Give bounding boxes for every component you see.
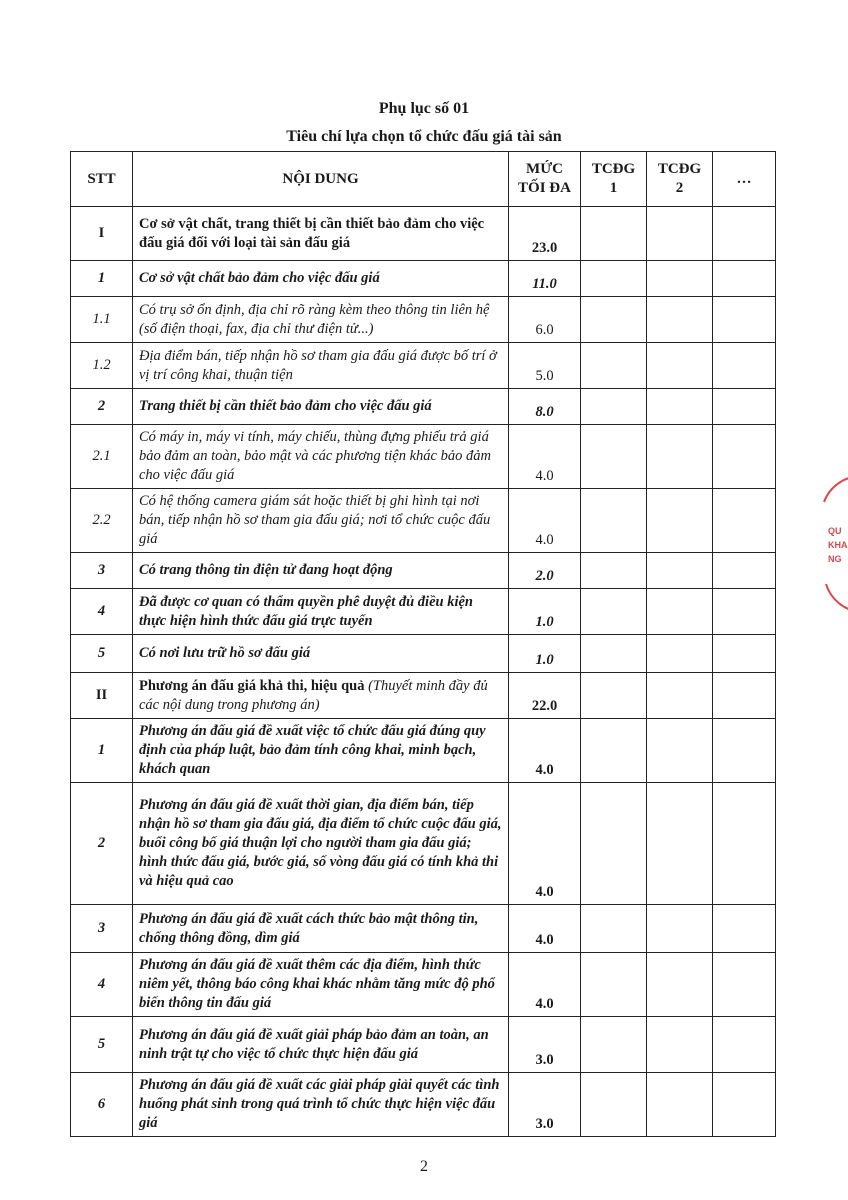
table-row xyxy=(71,553,776,589)
row-content-text: Phương án đấu giá đề xuất thêm các địa điểm, hình thức niêm yết, thông báo công khai khác nhằm tăng mức độ phổ biến thông tin đấu giá xyxy=(139,957,495,1011)
row-tcdg2-score xyxy=(647,953,713,1017)
row-tcdg1-score xyxy=(581,783,647,905)
stamp-text-1: QU xyxy=(828,526,842,536)
row-max-score: 4.0 xyxy=(509,905,581,953)
row-tcdg2-score xyxy=(647,553,713,589)
row-content xyxy=(133,343,509,389)
row-more-score xyxy=(713,343,776,389)
row-max-score: 4.0 xyxy=(509,719,581,783)
row-max-score: 4.0 xyxy=(509,425,581,489)
row-tcdg2-score xyxy=(647,673,713,719)
table-row xyxy=(71,783,776,905)
row-stt: 1.2 xyxy=(71,343,133,389)
criteria-table xyxy=(70,151,776,1137)
col-header-tcdg2: TCĐG 2 xyxy=(647,152,713,207)
row-more-score xyxy=(713,673,776,719)
row-content xyxy=(133,1073,509,1137)
row-max-score: 4.0 xyxy=(509,783,581,905)
row-tcdg1-score xyxy=(581,389,647,425)
row-content-text: Phương án đấu giá đề xuất các giải pháp giải quyết các tình huống phát sinh trong quá trình tổ chức thực hiện việc đấu giá xyxy=(139,1077,500,1131)
row-tcdg1-score xyxy=(581,425,647,489)
row-tcdg2-score xyxy=(647,207,713,261)
row-tcdg1-score xyxy=(581,635,647,673)
row-more-score xyxy=(713,389,776,425)
row-content-text: Có trang thông tin điện tử đang hoạt động xyxy=(139,562,393,578)
row-stt: 4 xyxy=(71,589,133,635)
row-tcdg2-score xyxy=(647,783,713,905)
row-content-note: (Thuyết minh đầy đủ các nội dung trong phương án) xyxy=(139,677,488,713)
table-row xyxy=(71,343,776,389)
col-header-tcdg1: TCĐG 1 xyxy=(581,152,647,207)
table-row xyxy=(71,953,776,1017)
row-tcdg2-score xyxy=(647,1017,713,1073)
row-tcdg1-score xyxy=(581,1073,647,1137)
row-tcdg1-score xyxy=(581,261,647,297)
row-stt: II xyxy=(71,673,133,719)
row-tcdg1-score xyxy=(581,905,647,953)
col-header-stt: STT xyxy=(71,152,133,207)
row-stt: 2 xyxy=(71,389,133,425)
row-tcdg1-score xyxy=(581,297,647,343)
row-content xyxy=(133,261,509,297)
table-row xyxy=(71,389,776,425)
row-stt: 2.1 xyxy=(71,425,133,489)
table-row xyxy=(71,1017,776,1073)
table-row xyxy=(71,261,776,297)
row-content-text: Cơ sở vật chất, trang thiết bị cần thiết bảo đảm cho việc đấu giá đối với loại tài sản đấu giá xyxy=(139,215,485,251)
row-content-text: Có nơi lưu trữ hồ sơ đấu giá xyxy=(139,645,311,661)
row-content xyxy=(133,489,509,553)
row-content xyxy=(133,953,509,1017)
row-stt: 5 xyxy=(71,1017,133,1073)
row-stt: 2.2 xyxy=(71,489,133,553)
row-max-score: 8.0 xyxy=(509,389,581,425)
row-tcdg1-score xyxy=(581,719,647,783)
row-tcdg2-score xyxy=(647,389,713,425)
row-tcdg1-score xyxy=(581,589,647,635)
row-content-text: Phương án đấu giá khả thi, hiệu quả xyxy=(139,677,365,694)
row-tcdg1-score xyxy=(581,1017,647,1073)
col-header-content: NỘI DUNG xyxy=(133,152,509,207)
table-header-row xyxy=(71,152,776,207)
row-max-score: 6.0 xyxy=(509,297,581,343)
row-tcdg1-score xyxy=(581,343,647,389)
row-content-text: Trang thiết bị cần thiết bảo đảm cho việc đấu giá xyxy=(139,398,432,414)
row-more-score xyxy=(713,425,776,489)
row-stt: 1 xyxy=(71,261,133,297)
row-more-score xyxy=(713,953,776,1017)
table-row xyxy=(71,719,776,783)
row-stt: 2 xyxy=(71,783,133,905)
row-more-score xyxy=(713,905,776,953)
stamp-text-3: NG xyxy=(828,554,842,564)
row-tcdg2-score xyxy=(647,1073,713,1137)
row-max-score: 4.0 xyxy=(509,953,581,1017)
row-content-text: Phương án đấu giá đề xuất thời gian, địa điểm bán, tiếp nhận hồ sơ tham gia đấu giá, địa điểm tổ chức cuộc đấu giá, buổi công bố giá thuận lợi cho người tham gia đấu giá; hình thức đấu giá, bước giá, số vòng đấu giá có tính khả thi và hiệu quả cao xyxy=(139,797,502,889)
row-content xyxy=(133,589,509,635)
table-row xyxy=(71,489,776,553)
row-content-text: Có hệ thống camera giám sát hoặc thiết bị ghi hình tại nơi bán, tiếp nhận hồ sơ tham gia đấu giá; nơi tổ chức cuộc đấu giá xyxy=(139,493,491,547)
row-more-score xyxy=(713,635,776,673)
row-tcdg2-score xyxy=(647,297,713,343)
row-more-score xyxy=(713,207,776,261)
row-more-score xyxy=(713,261,776,297)
table-row xyxy=(71,673,776,719)
row-tcdg1-score xyxy=(581,207,647,261)
red-stamp xyxy=(814,472,848,622)
row-stt: 1.1 xyxy=(71,297,133,343)
table-row xyxy=(71,1073,776,1137)
row-content xyxy=(133,1017,509,1073)
row-content-text: Phương án đấu giá đề xuất cách thức bảo mật thông tin, chống thông đồng, dìm giá xyxy=(139,910,479,946)
row-tcdg1-score xyxy=(581,489,647,553)
row-max-score: 3.0 xyxy=(509,1017,581,1073)
row-content-text: Đã được cơ quan có thẩm quyền phê duyệt đủ điều kiện thực hiện hình thức đấu giá trực tuyến xyxy=(139,593,473,629)
row-max-score: 22.0 xyxy=(509,673,581,719)
row-more-score xyxy=(713,553,776,589)
col-header-max: MỨC TỐI ĐA xyxy=(509,152,581,207)
row-tcdg2-score xyxy=(647,589,713,635)
row-tcdg2-score xyxy=(647,489,713,553)
row-more-score xyxy=(713,783,776,905)
row-content xyxy=(133,905,509,953)
row-content-text: Có trụ sở ổn định, địa chỉ rõ ràng kèm theo thông tin liên hệ (số điện thoại, fax, địa chỉ thư điện tử...) xyxy=(139,301,490,337)
table-row xyxy=(71,425,776,489)
row-tcdg2-score xyxy=(647,905,713,953)
table-row xyxy=(71,297,776,343)
row-content xyxy=(133,207,509,261)
row-stt: 3 xyxy=(71,905,133,953)
col-header-more: … xyxy=(713,152,776,207)
row-stt: 1 xyxy=(71,719,133,783)
table-row xyxy=(71,589,776,635)
row-stt: 5 xyxy=(71,635,133,673)
stamp-text-2: KHA xyxy=(828,540,848,550)
row-max-score: 1.0 xyxy=(509,635,581,673)
row-more-score xyxy=(713,1017,776,1073)
row-stt: I xyxy=(71,207,133,261)
row-max-score: 4.0 xyxy=(509,489,581,553)
row-content-text: Phương án đấu giá đề xuất giải pháp bảo đảm an toàn, an ninh trật tự cho việc tổ chức thực hiện đấu giá xyxy=(139,1026,489,1062)
appendix-title: Phụ lục số 01 xyxy=(378,100,470,117)
row-tcdg2-score xyxy=(647,261,713,297)
row-content xyxy=(133,783,509,905)
row-tcdg1-score xyxy=(581,953,647,1017)
table-row xyxy=(71,207,776,261)
row-tcdg2-score xyxy=(647,635,713,673)
row-content-text: Có máy in, máy vi tính, máy chiếu, thùng đựng phiếu trả giá bảo đảm an toàn, bảo mật và các phương tiện khác bảo đảm cho việc đấu giá xyxy=(139,429,491,483)
table-row xyxy=(71,905,776,953)
row-more-score xyxy=(713,589,776,635)
row-more-score xyxy=(713,489,776,553)
appendix-subtitle: Tiêu chí lựa chọn tổ chức đấu giá tài sản xyxy=(286,128,562,145)
row-max-score: 3.0 xyxy=(509,1073,581,1137)
row-stt: 6 xyxy=(71,1073,133,1137)
page-number: 2 xyxy=(420,1158,428,1175)
row-stt: 3 xyxy=(71,553,133,589)
row-content xyxy=(133,425,509,489)
row-max-score: 23.0 xyxy=(509,207,581,261)
row-tcdg2-score xyxy=(647,425,713,489)
row-max-score: 5.0 xyxy=(509,343,581,389)
row-content xyxy=(133,389,509,425)
row-tcdg2-score xyxy=(647,719,713,783)
row-content xyxy=(133,297,509,343)
row-content xyxy=(133,719,509,783)
row-more-score xyxy=(713,1073,776,1137)
row-tcdg2-score xyxy=(647,343,713,389)
row-content-text: Địa điểm bán, tiếp nhận hồ sơ tham gia đấu giá được bố trí ở vị trí công khai, thuận tiện xyxy=(139,347,497,383)
row-content-text: Phương án đấu giá đề xuất việc tổ chức đấu giá đúng quy định của pháp luật, bảo đảm tính công khai, minh bạch, khách quan xyxy=(139,723,486,777)
row-max-score: 2.0 xyxy=(509,553,581,589)
row-content-text: Cơ sở vật chất bảo đảm cho việc đấu giá xyxy=(139,270,380,286)
table-row xyxy=(71,635,776,673)
row-content xyxy=(133,553,509,589)
row-content xyxy=(133,673,509,719)
row-more-score xyxy=(713,297,776,343)
row-more-score xyxy=(713,719,776,783)
row-tcdg1-score xyxy=(581,553,647,589)
row-tcdg1-score xyxy=(581,673,647,719)
row-stt: 4 xyxy=(71,953,133,1017)
row-max-score: 11.0 xyxy=(509,261,581,297)
row-max-score: 1.0 xyxy=(509,589,581,635)
row-content xyxy=(133,635,509,673)
